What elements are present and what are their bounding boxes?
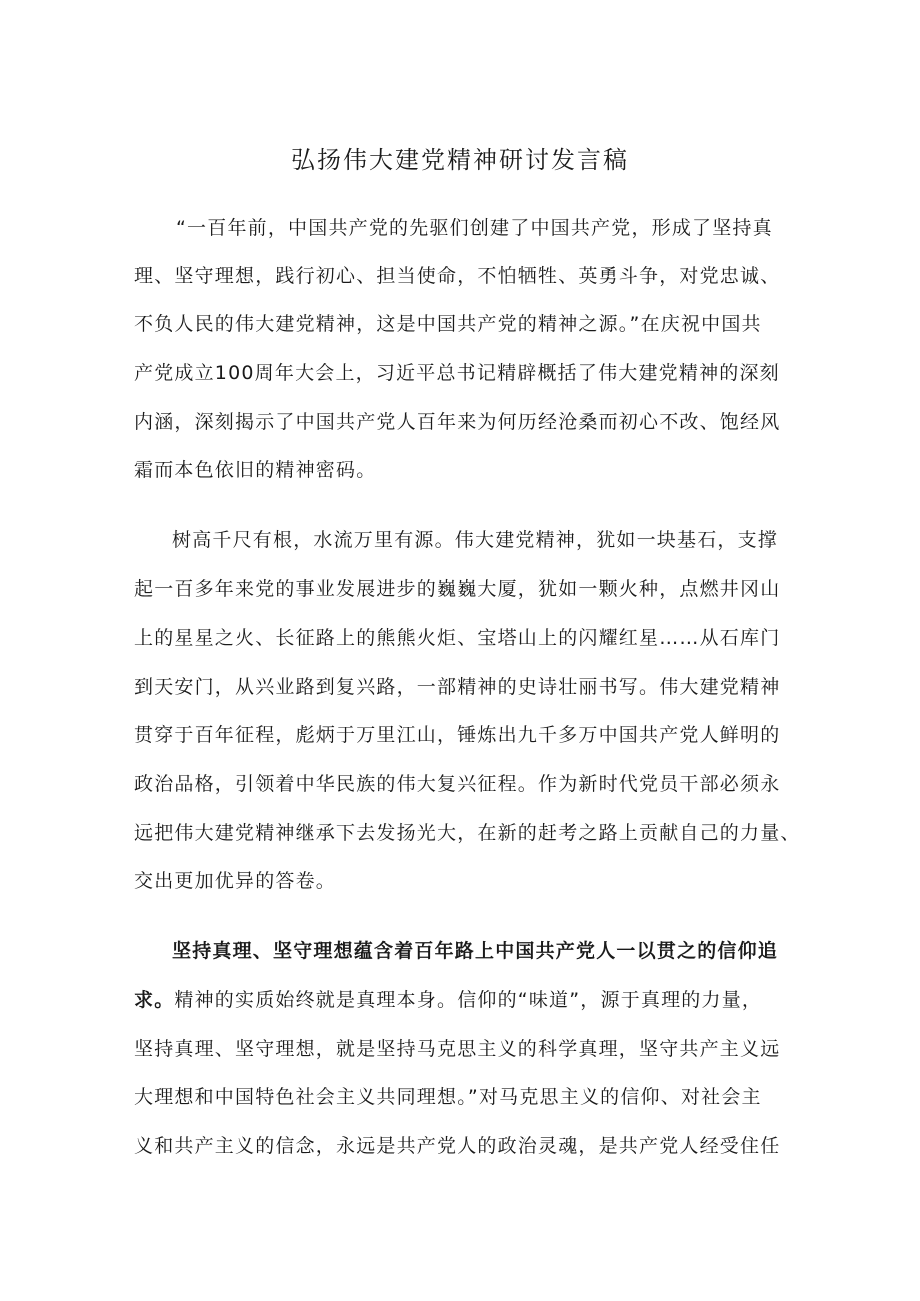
paragraph-line: 树高千尺有根，水流万里有源。伟大建党精神，犹如一块基石，支撑 — [172, 529, 779, 551]
paragraph-line: 起一百多年来党的事业发展进步的巍巍大厦，犹如一颗火种，点燃井冈山 — [134, 578, 781, 600]
paragraph-line-mixed — [134, 984, 762, 1016]
paragraph-heading-tail: 求。 — [134, 989, 175, 1011]
paragraph-line: 不负人民的伟大建党精神，这是中国共产党的精神之源。”在庆祝中国共 — [134, 313, 762, 335]
paragraph-line: 大理想和中国特色社会主义共同理想。”对马克思主义的信仰、对社会主 — [134, 1086, 762, 1108]
paragraph-line: 远把伟大建党精神继承下去发扬光大，在新的赶考之路上贡献自己的力量、 — [134, 822, 801, 844]
paragraph-line: 交出更加优异的答卷。 — [134, 870, 337, 892]
paragraph-line: 坚持真理、坚守理想，就是坚持马克思主义的科学真理，坚守共产主义远 — [134, 1038, 781, 1060]
paragraph-line: 贯穿于百年征程，彪炳于万里江山，锤炼出九千多万中国共产党人鲜明的 — [134, 724, 781, 746]
paragraph-line: 政治品格，引领着中华民族的伟大复兴征程。作为新时代党员干部必须永 — [134, 773, 781, 795]
paragraph-line: 霜而本色依旧的精神密码。 — [134, 459, 377, 481]
document-title: 弘扬伟大建党精神研讨发言稿 — [291, 146, 629, 174]
paragraph-heading-line: 坚持真理、坚守理想蕴含着百年路上中国共产党人一以贯之的信仰追 — [172, 940, 779, 962]
paragraph-line: 到天安门，从兴业路到复兴路，一部精神的史诗壮丽书写。伟大建党精神 — [134, 676, 781, 698]
paragraph-text: 精神的实质始终就是真理本身。信仰的“味道”，源于真理的力量， — [174, 989, 763, 1011]
paragraph-line: 上的星星之火、长征路上的熊熊火炬、宝塔山上的闪耀红星……从石库门 — [134, 627, 781, 649]
paragraph-line: 产党成立100周年大会上，习近平总书记精辟概括了伟大建党精神的深刻 — [134, 362, 780, 384]
paragraph-line: 内涵，深刻揭示了中国共产党人百年来为何历经沧桑而初心不改、饱经风 — [134, 411, 781, 433]
paragraph-line: 理、坚守理想，践行初心、担当使命，不怕牺牲、英勇斗争，对党忠诚、 — [134, 265, 781, 287]
paragraph-line: “一百年前，中国共产党的先驱们创建了中国共产党，形成了坚持真 — [176, 217, 773, 239]
paragraph-line: 义和共产主义的信念，永远是共产党人的政治灵魂，是共产党人经受住任 — [134, 1135, 781, 1157]
